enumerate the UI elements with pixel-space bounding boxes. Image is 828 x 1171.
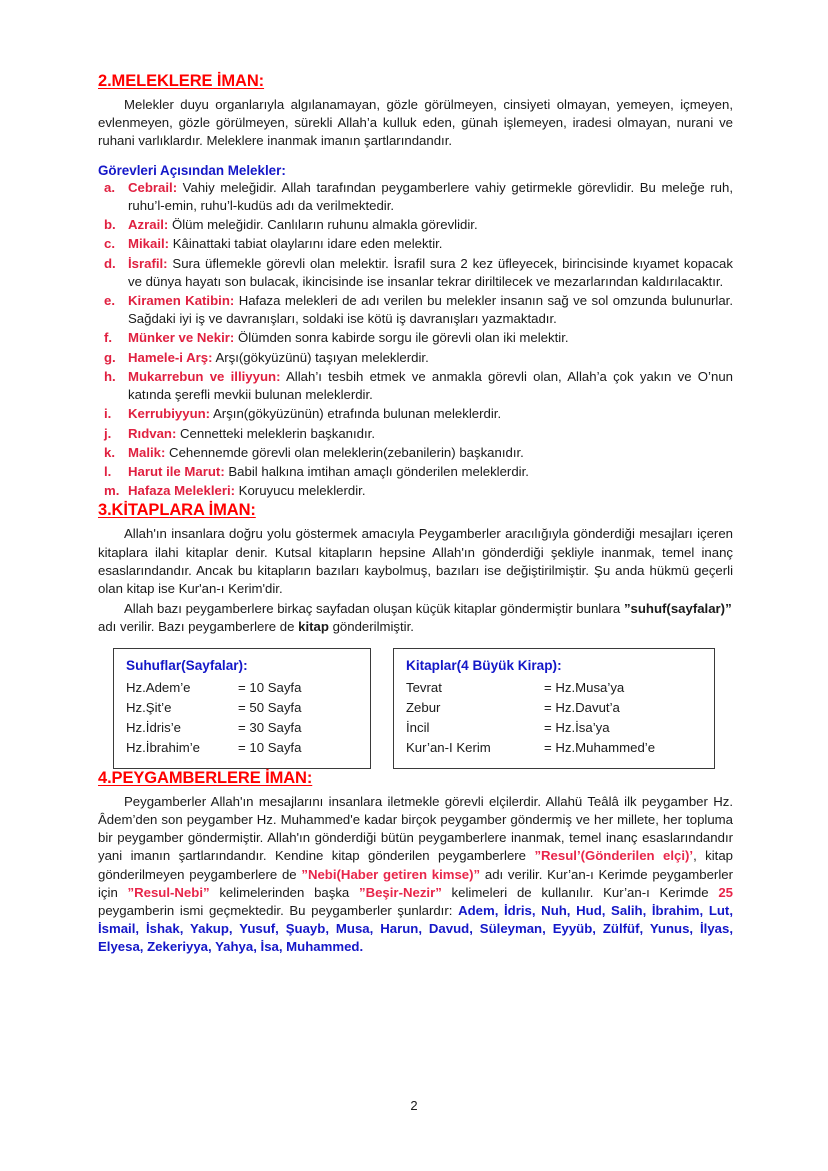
angel-name: Azrail: <box>128 217 169 233</box>
angel-list-marker: j. <box>104 425 112 441</box>
angel-list-item <box>98 463 733 481</box>
section-4-title: 4.PEYGAMBERLERE İMAN: <box>98 768 313 787</box>
angel-list-item <box>98 425 733 443</box>
angel-name: Harut ile Marut: <box>128 463 225 479</box>
row-value: = 30 Sayfa <box>238 720 302 736</box>
row-value: = 50 Sayfa <box>238 700 302 716</box>
angel-description: Allah’ı tesbih etmek ve anmakla görevli olan, Allah’a çok yakın ve O’nun katında şerefli mevkii bulunan meleklerdir. <box>128 368 733 403</box>
angel-list-marker: l. <box>104 463 112 479</box>
angel-list-marker: i. <box>104 406 112 422</box>
s4-nebi-highlight: ”Nebi(Haber getiren kimse)” <box>301 866 481 882</box>
angel-list-marker: g. <box>104 349 116 365</box>
angel-name: İsrafil: <box>128 255 168 271</box>
table-row <box>406 738 655 758</box>
table-row <box>126 678 301 698</box>
row-value: = 10 Sayfa <box>238 740 302 756</box>
section-2-title: 2.MELEKLERE İMAN: <box>98 72 265 90</box>
s3-p2-text-b: adı verilir. Bazı peygamberlere de <box>98 619 299 635</box>
suhuf-box-title: Suhuflar(Sayfalar): <box>126 657 248 673</box>
angel-list-item <box>98 179 733 215</box>
s4-text-c: adı verilir. Kur’an-ı Kerimde peygamberler için <box>98 866 733 900</box>
kitaplar-table <box>406 678 655 758</box>
s4-text-e: kelimeleri de kullanılır. Kur’an-ı Kerimde <box>441 884 719 900</box>
angel-name: Münker ve Nekir: <box>128 330 235 346</box>
angel-name: Kiramen Katibin: <box>128 292 235 308</box>
angel-list-item <box>98 444 733 462</box>
s4-text-f: peygamberin ismi geçmektedir. Bu peygamberler şunlardır: <box>98 903 459 918</box>
section-3-title: 3.KİTAPLARA İMAN: <box>98 501 256 520</box>
section-3-paragraph-2 <box>98 600 733 636</box>
angel-description: Ölümden sonra kabirde sorgu ile görevli olan iki melektir. <box>234 330 569 346</box>
angel-description: Sura üflemekle görevli olan melektir. İsrafil sura 2 kez üfleyecek, birincisinde kıyamet kopacak ve dünya hayatı son bulacak, ikincisinde ise insanlar tekrar diriltilecek ve mezarlarından kaldırılacaktır. <box>128 255 733 289</box>
angel-list-marker: k. <box>104 444 115 460</box>
s3-p2-text-c: gönderilmiştir. <box>328 619 414 635</box>
angel-list-marker: h. <box>104 368 116 384</box>
angel-description: Cehennemde görevli olan meleklerin(zebanilerin) başkanıdır. <box>165 444 524 460</box>
angel-list-item <box>98 216 733 234</box>
s3-suhuf-bold: ”suhuf(sayfalar)” <box>623 601 732 617</box>
angel-list-marker: f. <box>104 330 113 346</box>
row-name: Kur’an-I Kerim <box>406 740 491 756</box>
angel-name: Kerrubiyyun: <box>128 406 211 422</box>
table-row <box>406 698 655 718</box>
angel-list-marker: c. <box>104 236 115 252</box>
s3-kitap-bold: kitap <box>298 619 329 635</box>
angel-name: Mukarrebun ve illiyyun: <box>128 368 281 384</box>
s4-count-highlight: 25 <box>718 884 733 900</box>
s4-text-d: kelimelerinden başka <box>209 884 359 900</box>
row-name: Hz.İdris’e <box>126 720 181 736</box>
s4-resul-nebi-highlight: ”Resul-Nebi” <box>127 884 210 900</box>
kitaplar-box-title: Kitaplar(4 Büyük Kirap): <box>406 657 562 673</box>
row-value: = Hz.Musa’ya <box>544 680 625 696</box>
angel-list-item <box>98 405 733 423</box>
angel-description: Arşı(gökyüzünü) taşıyan meleklerdir. <box>212 349 429 365</box>
s3-p2-text-a: Allah bazı peygamberlere birkaç sayfadan oluşan küçük kitaplar göndermiştir bunlara <box>124 601 624 617</box>
scripture-boxes <box>113 648 733 769</box>
section-4-paragraph <box>98 793 733 957</box>
angel-list-item <box>98 482 733 500</box>
table-row <box>406 718 655 738</box>
angel-list-item <box>98 235 733 253</box>
s4-text-b: , kitap gönderilmeyen peygamberlere de <box>98 848 734 882</box>
s4-resul-highlight: ”Resul’(Gönderilen elçi)’ <box>534 848 694 864</box>
row-name: Tevrat <box>406 680 442 696</box>
s4-prophets-list: Adem, İdris, Nuh, Hud, Salih, İbrahim, Lut, İsmail, İshak, Yakup, Yusuf, Şuayb, Musa, Harun, Davud, Süleyman, Eyyüb, Zülfüf, Yunus, İlyas, Elyesa, Zekeriyya, Yahya, İsa, Muhammed. <box>98 903 733 955</box>
section-2-intro-paragraph: Melekler duyu organlarıyla algılanamayan, gözle görülmeyen, cinsiyeti olmayan, yemeyen, içmeyen, evlenmeyen, gözle görülmeyen, sürekli Allah’a kulluk eden, günah işlemeyen, iradesi olmayan, nurani ve ruhani varlıklardır. Meleklere inanmak imanın şartlarındandır. <box>98 97 733 149</box>
row-name: Hz.Adem’e <box>126 680 191 696</box>
page-number: 2 <box>410 1098 418 1113</box>
row-value: = 10 Sayfa <box>238 680 302 696</box>
angel-list-item <box>98 255 733 291</box>
s4-text-a: Peygamberler Allah'ın mesajlarını insanlara iletmekle görevli elçilerdir. Allahü Teâlâ ilk peygamber Hz. Âdem’den son peygamber Hz. Muhammed'e kadar birçok peygamber göndermiş ve her millete, her topluma bir peygamber göndermiştir. Allah'ın gönderdiği bütün peygamberlere inanmak, temel inanç esaslarındandır yani imanın şartlarındandır. Kendine kitap gönderilen peygamberlere <box>98 793 733 864</box>
angel-name: Hafaza Melekleri: <box>128 483 236 499</box>
row-value: = Hz.İsa’ya <box>544 720 610 736</box>
angel-description: Vahiy meleğidir. Allah tarafından peygamberlere vahiy getirmekle görevlidir. Bu meleğe ruh, ruhu’l-emin, ruhu’l-kudüs adı da verilmektedir. <box>128 179 733 213</box>
row-name: Hz.İbrahim’e <box>126 740 201 756</box>
angel-list-item <box>98 368 733 404</box>
table-row <box>126 718 301 738</box>
angel-description: Koruyucu meleklerdir. <box>235 483 366 499</box>
angel-description: Hafaza melekleri de adı verilen bu melekler insanın sağ ve sol omzunda bulunurlar. Sağdaki iyi iş ve davranışları, soldaki ise kötü iş davranışları yazmaktadır. <box>128 292 734 327</box>
angel-description: Arşın(gökyüzünün) etrafında bulunan meleklerdir. <box>210 406 502 422</box>
angel-list-item <box>98 292 733 328</box>
angel-list-marker: a. <box>104 179 115 195</box>
row-name: Zebur <box>406 700 441 716</box>
angel-description: Ölüm meleğidir. Canlıların ruhunu almakla görevlidir. <box>168 217 478 233</box>
angel-list-marker: m. <box>104 483 120 499</box>
angel-name: Cebrail: <box>128 179 178 195</box>
angel-description: Babil halkına imtihan amaçlı gönderilen meleklerdir. <box>224 463 529 479</box>
s4-besir-nezir-highlight: ”Beşir-Nezir” <box>358 884 442 900</box>
suhuf-box <box>113 648 371 769</box>
section-3-paragraph-1: Allah'ın insanlara doğru yolu göstermek amacıyla Peygamberler aracılığıyla gönderdiği mesajları içeren kitaplara ilahi kitaplar denir. Kutsal kitapların hepsine Allah'ın gönderdiği şekliyle inanmak, temel inanç esaslarındandır. Ancak bu kitapların bazıları kaybolmuş, bazıları ise değiştirilmiştir. Şu anda hükmü geçerli olan kitap ise Kur'an-ı Kerim'dir. <box>98 526 733 597</box>
angel-description: Cennetteki meleklerin başkanıdır. <box>176 425 376 441</box>
angel-list-marker: d. <box>104 255 116 271</box>
angel-description: Kâinattaki tabiat olaylarını idare eden melektir. <box>169 236 443 252</box>
angel-list-marker: b. <box>104 217 116 233</box>
angels-list <box>98 179 733 501</box>
angel-list-marker: e. <box>104 292 115 308</box>
angels-by-duty-subheading: Görevleri Açısından Melekler: <box>98 162 286 178</box>
row-name: Hz.Şit’e <box>126 700 172 716</box>
angel-name: Mikail: <box>128 236 170 252</box>
angel-list-item <box>98 329 733 347</box>
angel-name: Rıdvan: <box>128 425 177 441</box>
page-content <box>98 72 733 957</box>
suhuf-table <box>126 678 301 758</box>
table-row <box>406 678 655 698</box>
angel-list-item <box>98 349 733 367</box>
row-value: = Hz.Davut’a <box>544 700 620 716</box>
table-row <box>126 698 301 718</box>
table-row <box>126 738 301 758</box>
kitaplar-box <box>393 648 715 769</box>
angel-name: Malik: <box>128 444 166 460</box>
row-value: = Hz.Muhammed’e <box>544 740 656 756</box>
angel-name: Hamele-i Arş: <box>128 349 213 365</box>
row-name: İncil <box>406 720 430 736</box>
